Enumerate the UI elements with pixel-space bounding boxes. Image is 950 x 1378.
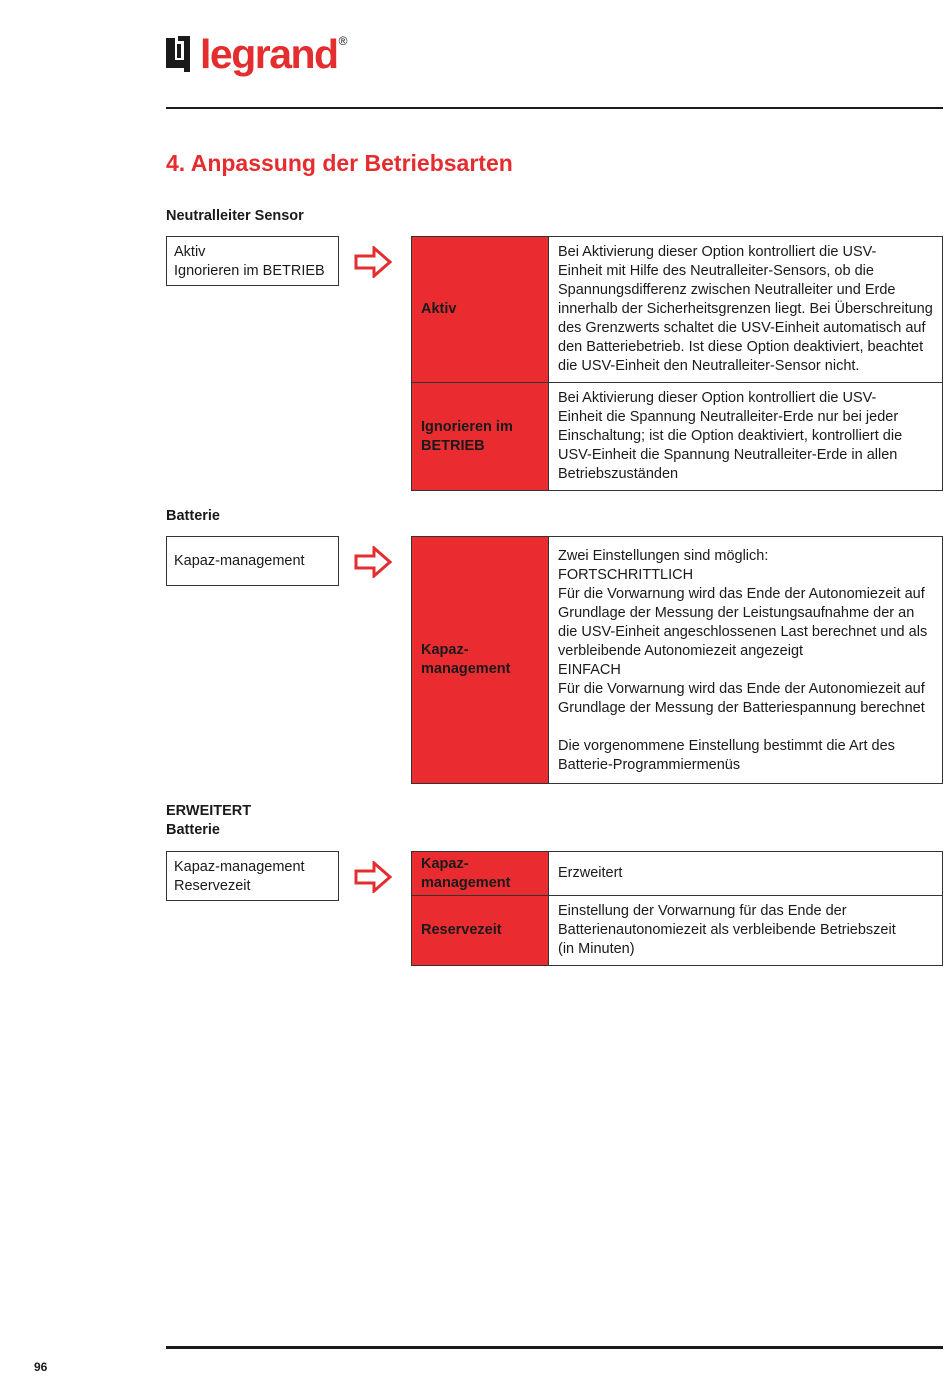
option-desc-reservezeit: Einstellung der Vorwarnung für das Ende der Batterienautonomiezeit als verbleibende Betriebszeit (in Minuten) — [549, 896, 943, 966]
outline-right-arrow-icon — [354, 546, 392, 578]
table-row — [412, 537, 943, 784]
option-key-aktiv: Aktiv — [412, 237, 549, 383]
options-table-erweitert — [411, 851, 943, 966]
section-heading-erweitert: ERWEITERT Batterie — [166, 803, 252, 838]
menu-box-erweitert: Kapaz-management Reservezeit — [166, 851, 339, 901]
table-row — [412, 237, 943, 383]
menu-box-neutral: Aktiv Ignorieren im BETRIEB — [166, 236, 339, 286]
brand-registered: ® — [338, 34, 348, 48]
option-key-kapaz-erweitert: Kapaz- management — [412, 852, 549, 896]
footer-rule — [166, 1346, 943, 1349]
option-key-kapaz: Kapaz- management — [412, 537, 549, 784]
brand-logo — [166, 31, 348, 77]
outline-right-arrow-icon — [354, 861, 392, 893]
page-number: 96 — [34, 1360, 48, 1374]
header-rule — [166, 107, 943, 109]
menu-box-batterie: Kapaz-management — [166, 536, 339, 586]
options-table-batterie — [411, 536, 943, 784]
table-row — [412, 383, 943, 491]
option-key-reservezeit: Reservezeit — [412, 896, 549, 966]
option-desc-aktiv: Bei Aktivierung dieser Option kontrolliert die USV- Einheit mit Hilfe des Neutralleiter-Sensors, ob die Spannungsdifferenz zwischen Neutralleiter und Erde innerhalb der Sicherheitsgrenzen liegt. Bei Überschreitung des Grenzwerts schaltet die USV-Einheit automatisch auf den Batteriebetrieb. Ist diese Option deaktiviert, beachtet die USV-Einheit den Neutralleiter-Sensor nicht. — [549, 237, 943, 383]
option-key-ignorieren: Ignorieren im BETRIEB — [412, 383, 549, 491]
page-title: 4. Anpassung der Betriebsarten — [166, 150, 513, 176]
section-heading-neutral: Neutralleiter Sensor — [166, 208, 304, 224]
brand-name: legrand — [200, 31, 338, 77]
section-heading-batterie: Batterie — [166, 508, 220, 524]
option-desc-ignorieren: Bei Aktivierung dieser Option kontrolliert die USV- Einheit die Spannung Neutralleiter-Erde nur bei jeder Einschaltung; ist die Option deaktiviert, kontrolliert die USV-Einheit die Spannung Neutralleiter-Erde in allen Betriebszuständen — [549, 383, 943, 491]
option-desc-kapaz: Zwei Einstellungen sind möglich: FORTSCHRITTLICH Für die Vorwarnung wird das Ende der Autonomiezeit auf Grundlage der Messung der Leistungsaufnahme der an die USV-Einheit angeschlossenen Last berechnet und als verbleibende Autonomiezeit angezeigt EINFACH Für die Vorwarnung wird das Ende der Autonomiezeit auf Grundlage der Messung der Batteriespannung berechnet Die vorgenommene Einstellung bestimmt die Art des Batterie-Programmiermenüs — [549, 537, 943, 784]
options-table-neutral — [411, 236, 943, 491]
legrand-logo-icon — [166, 36, 194, 72]
outline-right-arrow-icon — [354, 246, 392, 278]
option-desc-kapaz-erweitert: Erzweitert — [549, 852, 943, 896]
table-row — [412, 896, 943, 966]
table-row — [412, 852, 943, 896]
